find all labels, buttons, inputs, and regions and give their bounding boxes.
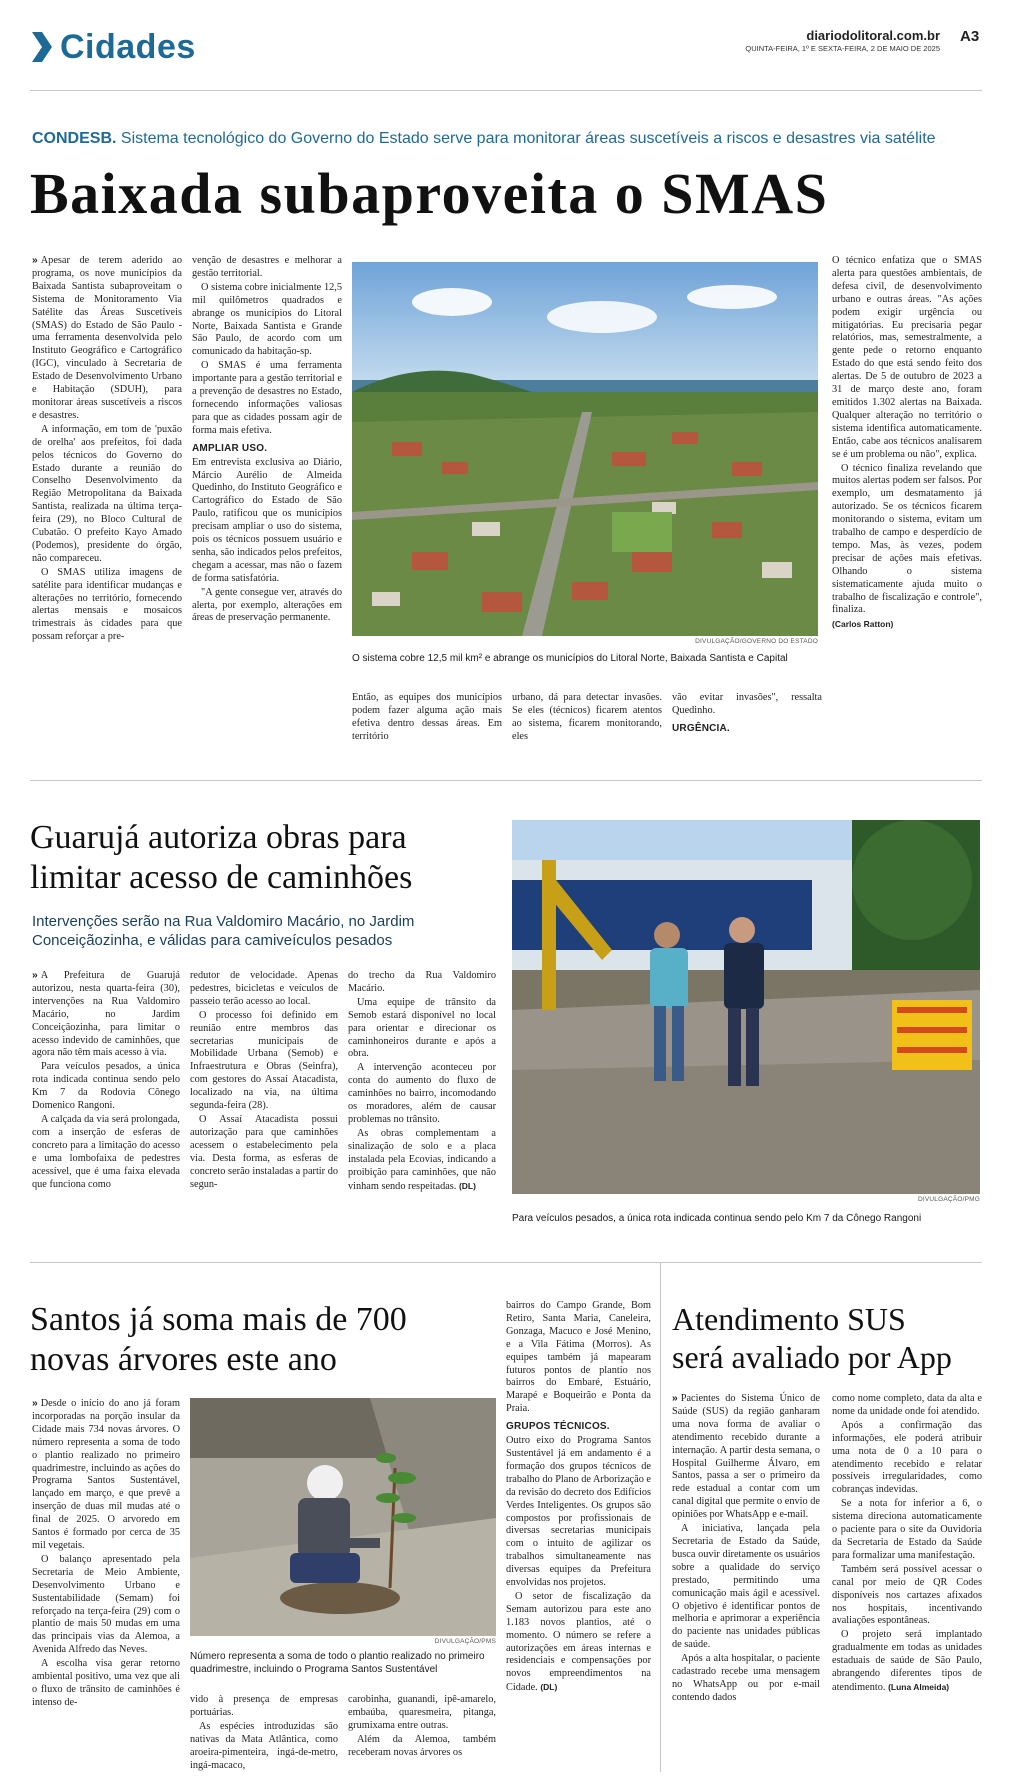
- paragraph: Se a nota for inferior a 6, o sistema direciona automaticamente o paciente para o site da Ouvidoria da Secretaria de Estado da Saúde para formalizar uma manifestação.: [832, 1498, 982, 1561]
- chevron-icon: »: [32, 255, 38, 266]
- paragraph: A calçada da via será prolongada, com a inserção de esferas de concreto para a limitação do acesso e uma lombofaixa de pedestres acessível, que é uma faixa elevada que funciona como: [32, 1113, 180, 1190]
- photo-caption: O sistema cobre 12,5 mil km² e abrange os municípios do Litoral Norte, Baixada Santista e Capital: [352, 653, 788, 664]
- photo-credit: DIVULGAÇÃO/PMS: [434, 1638, 496, 1645]
- paragraph: Também será possível acessar o canal por meio de QR Codes disponíveis nos cartazes afixados nos hospitais, incentivando avaliações espontâneas.: [832, 1563, 982, 1627]
- tree-planting-photo: [190, 1398, 496, 1636]
- article3-col3: [506, 1300, 651, 1696]
- photo-credit: DIVULGAÇÃO/PMG: [917, 1196, 980, 1203]
- paragraph: Após a alta hospitalar, o paciente cadastrado recebe uma mensagem no WhatsApp ou por e-mail contendo dados: [672, 1653, 820, 1703]
- author: (DL): [540, 1682, 558, 1693]
- article4-col1: [672, 1393, 820, 1706]
- paragraph: O SMAS utiliza imagens de satélite para identificar mudanças e alterações no território, fornecendo alertas mensais e mosaicos trimestrais às cidades para que possam reforçar a pre-: [32, 566, 182, 643]
- chevron-icon: »: [32, 970, 38, 981]
- paragraph: O sistema cobre inicialmente 12,5 mil quilômetros quadrados e abrange os municípios do Litoral Norte, Baixada Santista e Grande São Paulo, de acordo com um comunicado da habitação-sp.: [192, 281, 342, 358]
- paragraph: Após a confirmação das informações, ele poderá atribuir uma nota de 0 a 10 para o atendimento recebido e relatar possíveis irregularidades, como cobranças indevidas.: [832, 1419, 982, 1496]
- article4-col2: [832, 1393, 982, 1696]
- paragraph: A intervenção aconteceu por conta do aumento do fluxo de caminhões no bairro, incomodando os moradores, além de causar problemas no trânsito.: [348, 1062, 496, 1125]
- subtitle: Intervenções serão na Rua Valdomiro Macário, no Jardim Conceiçãozinha, e válidas para camiveículos pesados: [32, 913, 415, 949]
- street-works-photo: [512, 820, 980, 1194]
- paragraph: O balanço apresentado pela Secretaria de Meio Ambiente, Desenvolvimento Urbano e Sustentabilidade (Semam) foi reforçado na terça-feira (29) com o plantio de mais 50 mudas em uma das principais vias da Alemoa, a Avenida Alfredo das Neves.: [32, 1553, 180, 1656]
- headline: Guarujá autoriza obras para limitar acesso de caminhões: [30, 819, 413, 896]
- kicker-label: CONDESB.: [32, 130, 117, 147]
- paragraph: O projeto será implantado gradualmente em todas as unidades estaduais de saúde de São Paulo, abrangendo diferentes tipos de atendimento. (Luna Almeida): [832, 1629, 982, 1693]
- article3-bottom-a: [190, 1694, 338, 1773]
- paragraph: As obras complementam a sinalização de solo e a placa instalada pela Ecovias, indicando a proibição para caminhões, que não vinham sendo respeitadas. (DL): [348, 1127, 496, 1192]
- photo-caption: Para veículos pesados, a única rota indicada continua sendo pelo Km 7 da Cônego Rangoni: [512, 1213, 922, 1224]
- paragraph: Além da Alemoa, também receberam novas árvores os: [348, 1733, 496, 1758]
- paragraph: O SMAS é uma ferramenta importante para a gestão territorial e a prevenção de desastres no Estado, fornecendo informações valiosas para que as cidades possam agir de forma mais efetiva.: [192, 360, 342, 436]
- subhead: URGÊNCIA.: [672, 722, 730, 734]
- paragraph: Outro eixo do Programa Santos Sustentável já em andamento é a formação dos grupos técnicos de trabalho do Plano de Arborização e da revisão do decreto dos Edifícios Verdes Inteligentes. Os grupos são compostos por profissionais de diversas secretarias municipais com o intuito de agilizar os trabalhos simultaneamente nas diversas equipes da Prefeitura envolvidas nos projetos.: [506, 1435, 651, 1589]
- article3-col1: [32, 1398, 180, 1711]
- paragraph: como nome completo, data da alta e nome da unidade onde foi atendido.: [832, 1393, 982, 1417]
- aerial-photo: [352, 262, 818, 636]
- chevron-icon: »: [32, 1398, 38, 1409]
- paragraph: Então, as equipes dos municípios podem fazer alguma ação mais efetiva dentro dessas áreas. Em território: [352, 692, 502, 742]
- headline: Santos já soma mais de 700 novas árvores este ano: [30, 1301, 407, 1378]
- paragraph: Em entrevista exclusiva ao Diário, Márcio Aurélio de Almeida Quedinho, do Instituto Geográfico e Cartográfico do Estado de São Paulo, ratificou que os municípios precisam ampliar o uso do sistema, pois os técnicos possuem usuário e senha, são indicados pelos prefeitos, chegam a acessar, mas não o fazem de forma satisfatória.: [192, 456, 342, 584]
- kicker-text: Sistema tecnológico do Governo do Estado serve para monitorar áreas suscetíveis a riscos e desastres via satélite: [120, 130, 936, 147]
- subhead: GRUPOS TÉCNICOS.: [506, 1421, 610, 1433]
- author: (Luna Almeida): [888, 1681, 950, 1692]
- article2-col2: [190, 970, 338, 1192]
- article1-bottom-c: [672, 692, 822, 737]
- kicker: [32, 130, 982, 148]
- paragraph: "A gente consegue ver, através do alerta, por exemplo, alterações em áreas de preservação permanente.: [192, 586, 342, 624]
- issue-date: QUINTA-FEIRA, 1º E SEXTA-FEIRA, 2 DE MAIO DE 2025: [745, 44, 940, 53]
- article1-col4: [832, 255, 982, 632]
- paragraph: urbano, dá para detectar invasões. Se eles (técnicos) ficarem atentos ao sistema, ficarem monitorando, eles: [512, 692, 662, 742]
- section-title: Cidades: [60, 28, 196, 66]
- paragraph: O setor de fiscalização da Semam autorizou para este ano 1.183 novos plantios, até o momento. O número se refere a autorizações em áreas internas e residenciais e compensações por novos empreendimentos na Cidade. (DL): [506, 1590, 651, 1694]
- chevron-icon: »: [672, 1393, 678, 1404]
- paragraph: vão evitar invasões", ressalta Quedinho.: [672, 692, 822, 716]
- paragraph: » Desde o início do ano já foram incorporadas na porção insular da Cidade mais 734 novas árvores. O número representa a soma de todo o plantio realizado no primeiro quadrimestre, incluindo as ações do Programa Santos Sustentável, lançado em março, e que prevê a inserção de duas mil mudas até o final de 2025. O arvoredo em Santos é formado por cerca de 35 mil vegetais.: [32, 1398, 180, 1551]
- paragraph: Para veículos pesados, a única rota indicada continua sendo pelo Km 7 da Rodovia Cônego Domenico Rangoni.: [32, 1061, 180, 1112]
- column-divider: [660, 1262, 661, 1772]
- paragraph: As espécies introduzidas são nativas da Mata Atlântica, como aroeira-pimenteira, ingá-de-metro, ingá-macaco,: [190, 1720, 338, 1771]
- paragraph: carobinha, guanandi, ipê-amarelo, embaúba, quaresmeira, pitanga, grumixama entre outras.: [348, 1694, 496, 1731]
- paragraph: A iniciativa, lançada pela Secretaria de Estado da Saúde, busca ouvir diretamente os usuários sobre a qualidade do serviço prestado, permitindo uma comunicação mais ágil e acessível. O objetivo é identificar pontos de melhoria e aprimorar a experiência do paciente nas unidades públicas de saúde.: [672, 1523, 820, 1651]
- photo-caption: Número representa a soma de todo o plantio realizado no primeiro quadrimestre, incluindo o Programa Santos Sustentável: [190, 1651, 485, 1675]
- paragraph: Uma equipe de trânsito da Semob estará disponível no local para orientar e direcionar os caminhoneiros durante e após a obra.: [348, 996, 496, 1060]
- site-url[interactable]: diariodolitoral.com.br: [806, 28, 940, 43]
- paragraph: O técnico enfatiza que o SMAS alerta para questões ambientais, de defesa civil, de desenvolvimento urbano e outras áreas. "As ações podem exigir urgência ou mitigatórias. Eu precisaria pegar relatórios, mas, semestralmente, a gente pede o retorno enquanto Estado do que está sendo feito dos alertas. De 5 de outubro de 2023 a 31 de março deste ano, foram emitidos 1.302 alertas na Baixada. Qualquer alteração no território o sistema identifica automaticamente. Então, cabe aos técnicos analisarem se é um problema ou não", explica.: [832, 255, 982, 460]
- paragraph: vido à presença de empresas portuárias.: [190, 1694, 338, 1718]
- paragraph: O Assaí Atacadista possui autorização para que caminhões acessem o estabelecimento pela via. Desta forma, as esferas de concreto serão instaladas a partir do segun-: [190, 1113, 338, 1190]
- section-rule: [30, 780, 982, 781]
- headline: Atendimento SUS será avaliado por App: [672, 1301, 952, 1375]
- page-number: A3: [960, 28, 980, 45]
- article2-col1: [32, 970, 180, 1192]
- paragraph: A escolha visa gerar retorno ambiental positivo, uma vez que ali o fluxo de trânsito de caminhões é intenso de-: [32, 1658, 180, 1708]
- article1-bottom-b: [512, 692, 662, 745]
- paragraph: O processo foi definido em reunião entre membros das secretarias municipais de Mobilidade Urbana (Semob) e Infraestrutura e Obras (Seinfra), com gestores do Assaí Atacadista, localizado na via, na última segunda-feira (28).: [190, 1009, 338, 1112]
- photo-credit: DIVULGAÇÃO/GOVERNO DO ESTADO: [695, 638, 818, 645]
- article1-bottom-a: [352, 692, 502, 745]
- chevron-icon: [30, 30, 54, 64]
- paragraph: venção de desastres e melhorar a gestão territorial.: [192, 255, 342, 279]
- paragraph: redutor de velocidade. Apenas pedestres, bicicletas e veículos de passeio terão acesso ao local.: [190, 970, 338, 1007]
- paragraph: » Pacientes do Sistema Único de Saúde (SUS) da região ganharam uma nova forma de avaliar o atendimento recebido durante a internação. A partir desta semana, o Hospital Guilherme Álvaro, em Santos, passa a ser o primeiro da rede estadual a contar com um canal digital que permite o envio de opiniões por WhatsApp e e-mail.: [672, 1393, 820, 1521]
- section-rule: [30, 1262, 982, 1263]
- article3-bottom-b: [348, 1694, 496, 1761]
- paragraph: A informação, em tom de 'puxão de orelha' aos prefeitos, foi dada pelos técnicos do Governo do Estado durante a reunião do Conselho Desenvolvimento da Região Metropolitana da Baixada Santista, realizada na última terça-feira (29), no Bloco Cultural de Cubatão. O prefeito Kayo Amado (Podemos), presidente do órgão, não compareceu.: [32, 423, 182, 564]
- paragraph: O técnico finaliza revelando que muitos alertas podem ser falsos. Por exemplo, um desmatamento já autorizado. Se os técnicos ficarem monitorando o sistema, evitam um trabalho de campo e desperdício de tempo. Mas, às vezes, podem precisar de ações mais efetivas. Olhando o sistema sistematicamente ajuda muito o trabalho de fiscalização e controle", finaliza.: [832, 462, 982, 616]
- paragraph: » Apesar de terem aderido ao programa, os nove municípios da Baixada Santista subaproveitam o Sistema de Monitoramento Via Satélite das Áreas Suscetíveis (SMAS) do Estado de São Paulo - uma ferramenta desenvolvida pelo Instituto Geográfico e Cartográfico (IGC), vinculado à Secretaria de Estado de Desenvolvimento Urbano e Habitação (SDUH), para monitorar áreas suscetíveis a riscos e desastres.: [32, 255, 182, 421]
- author: (Carlos Ratton): [832, 619, 894, 630]
- article2-col3: [348, 970, 496, 1194]
- headline: Baixada subaproveita o SMAS: [30, 161, 829, 226]
- author: (DL): [458, 1180, 476, 1191]
- header-rule: [30, 90, 982, 91]
- paragraph: do trecho da Rua Valdomiro Macário.: [348, 970, 496, 994]
- article1-col1: [32, 255, 182, 645]
- subhead: AMPLIAR USO.: [192, 442, 268, 454]
- paragraph: bairros do Campo Grande, Bom Retiro, Santa Maria, Caneleira, Gonzaga, Macuco e José Menino, e a Vila Fátima (Morros). As equipes também já mapearam futuros pontos de plantio nos bairros do Embaré, Estuário, Marapé e Boqueirão e Ponta da Praia.: [506, 1300, 651, 1415]
- paragraph: » A Prefeitura de Guarujá autorizou, nesta quarta-feira (30), intervenções na Rua Valdomiro Macário, no Jardim Conceiçãozinha, para limitar o acesso indevido de caminhões, que agora não têm mais acesso à via.: [32, 970, 180, 1059]
- article1-col2: [192, 255, 342, 626]
